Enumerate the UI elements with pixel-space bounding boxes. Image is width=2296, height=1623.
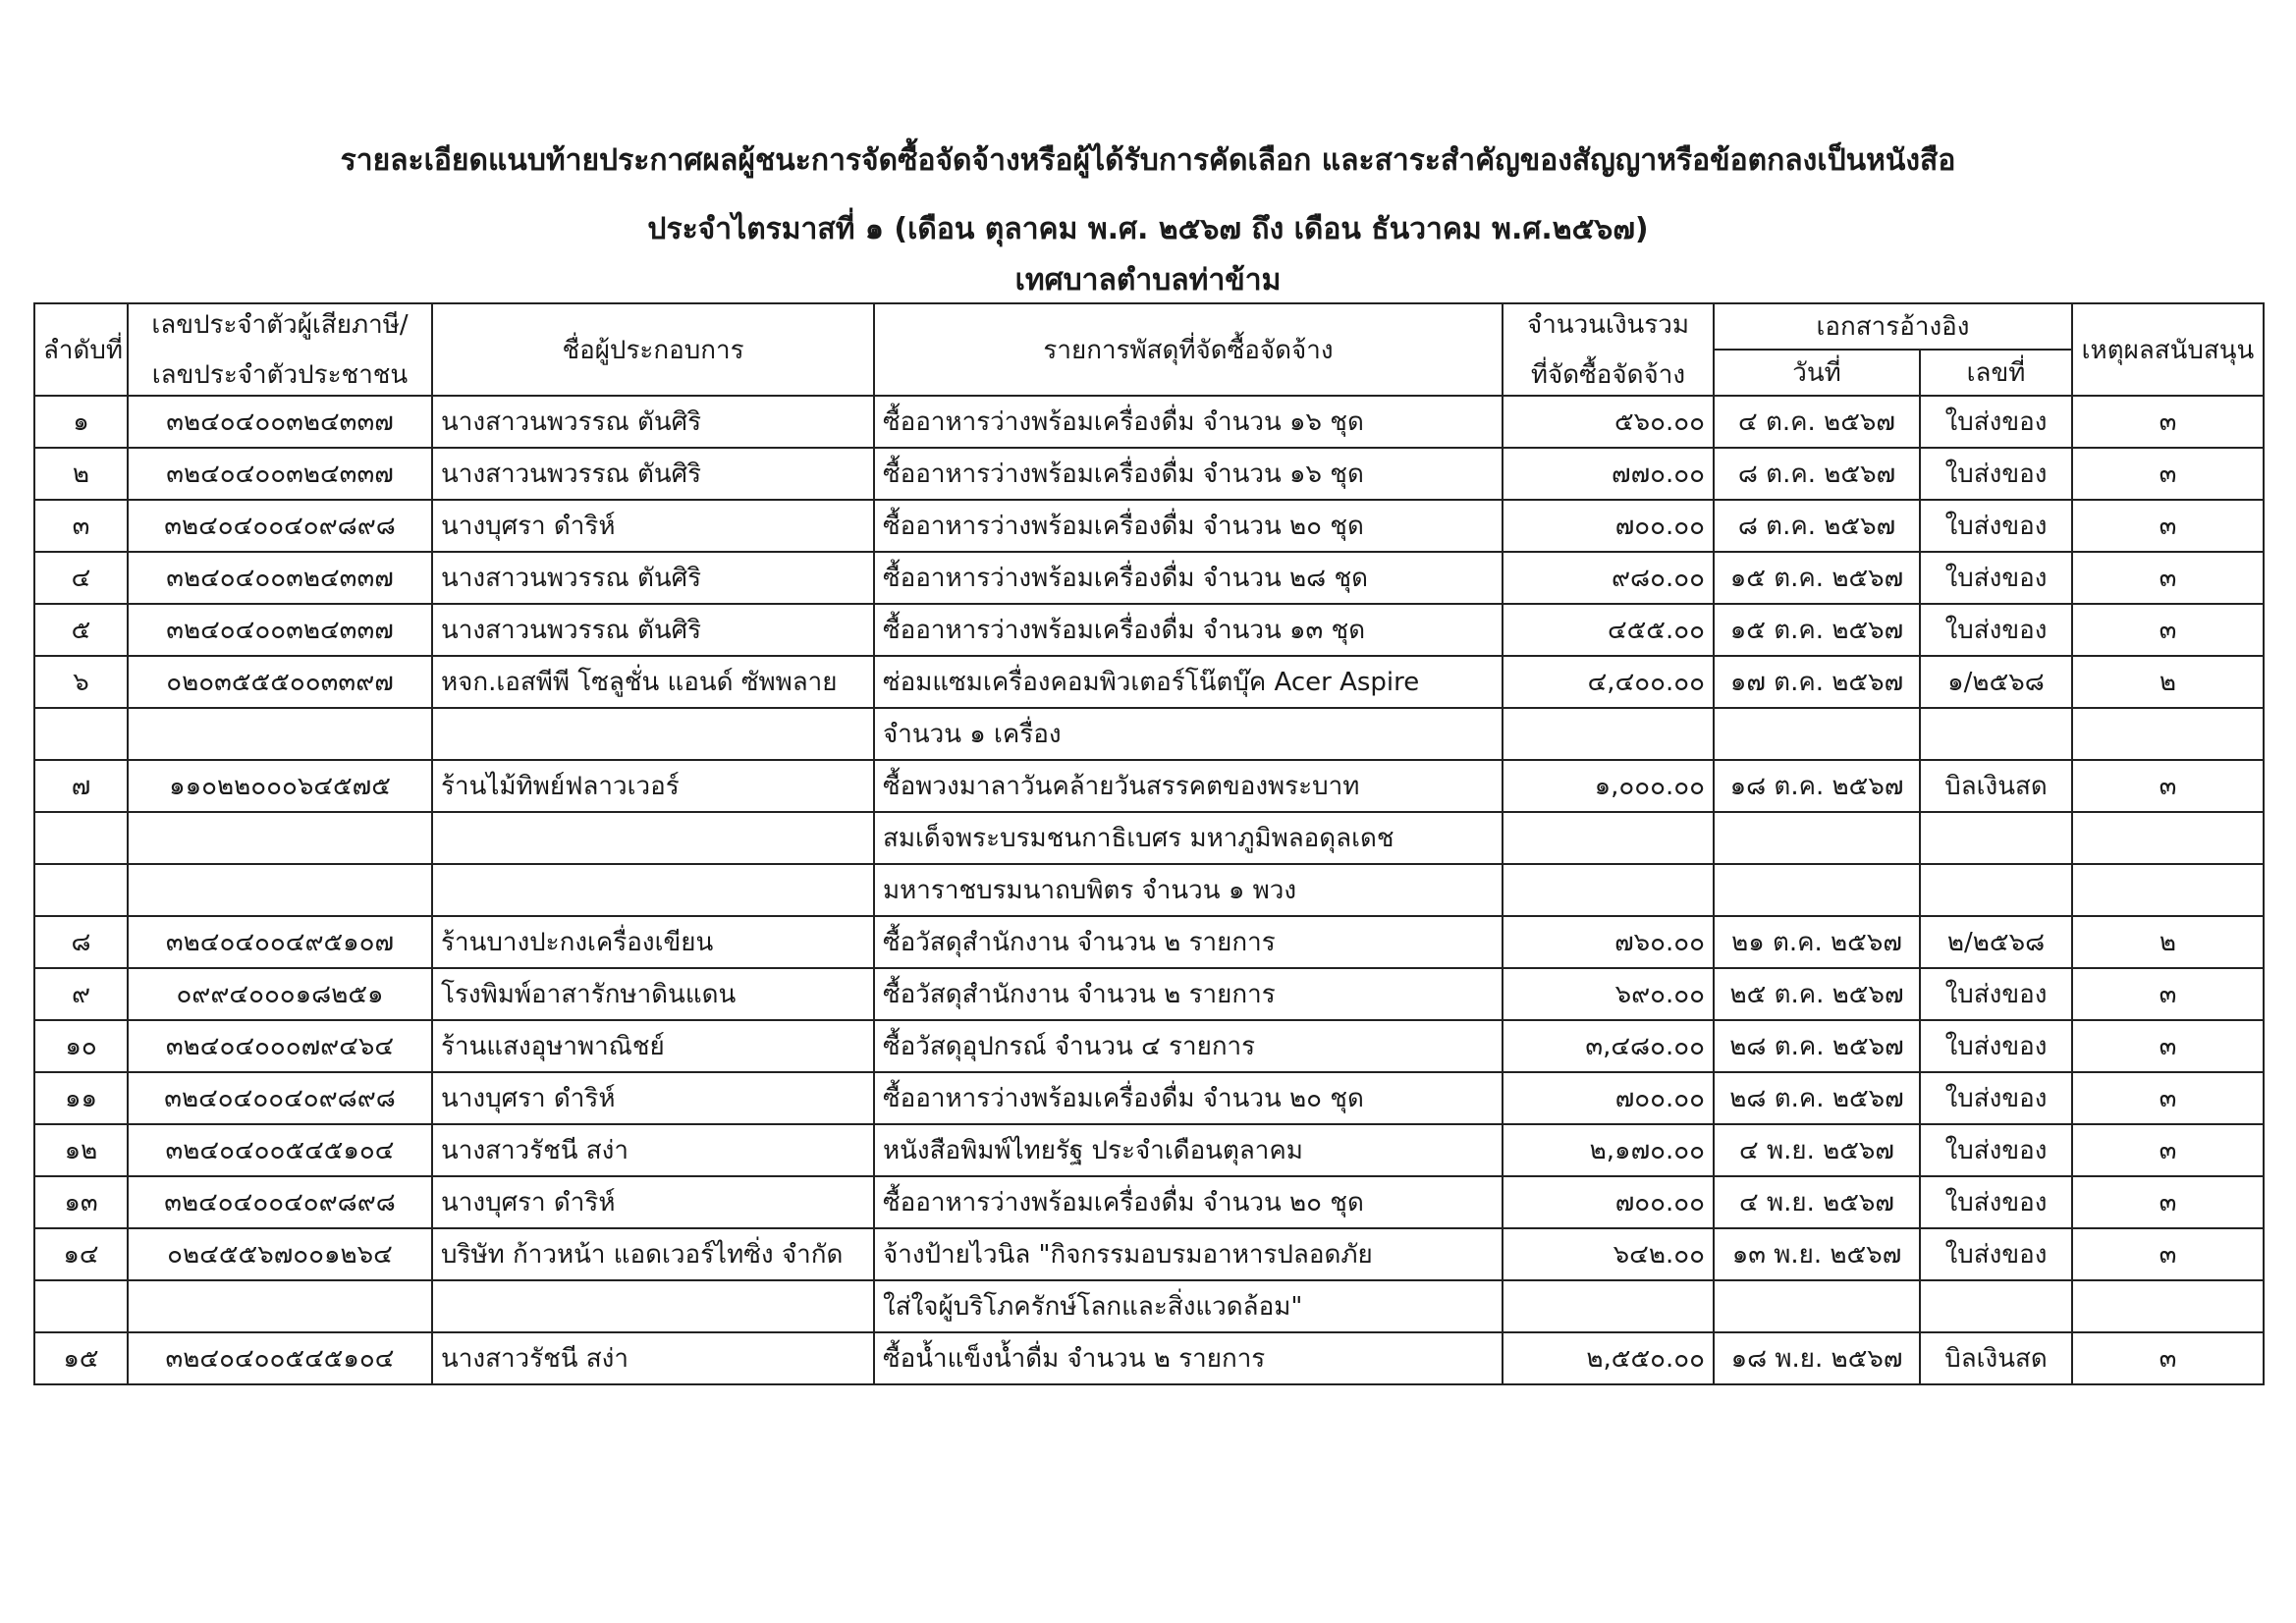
cell-vendor: โรงพิมพ์อาสารักษาดินแดน xyxy=(432,968,874,1020)
col-seq-header: ลำดับที่ xyxy=(34,303,128,396)
cell-vendor: นางบุศรา ดำริห์ xyxy=(432,1176,874,1228)
cell-date: ๑๘ พ.ย. ๒๕๖๗ xyxy=(1714,1332,1920,1384)
cell-taxid xyxy=(128,1280,432,1332)
cell-vendor: นางสาวนพวรรณ ตันศิริ xyxy=(432,604,874,656)
cell-vendor: ร้านแสงอุษาพาณิชย์ xyxy=(432,1020,874,1072)
cell-taxid: ๓๒๔๐๔๐๐๓๒๔๓๓๗ xyxy=(128,448,432,500)
table-row xyxy=(34,448,2264,500)
col-ref-header: เอกสารอ้างอิง xyxy=(1714,303,2072,350)
cell-doc xyxy=(1920,1280,2072,1332)
cell-doc: ใบส่งของ xyxy=(1920,552,2072,604)
cell-taxid: ๑๑๐๒๒๐๐๐๖๔๕๗๕ xyxy=(128,760,432,812)
cell-reason xyxy=(2072,812,2264,864)
table-row xyxy=(34,760,2264,812)
cell-amount: ๗๐๐.๐๐ xyxy=(1503,1072,1714,1124)
cell-amount: ๔,๔๐๐.๐๐ xyxy=(1503,656,1714,708)
cell-date: ๑๓ พ.ย. ๒๕๖๗ xyxy=(1714,1228,1920,1280)
col-amount-header-line2: ที่จัดซื้อจัดจ้าง xyxy=(1530,360,1686,390)
table-row xyxy=(34,916,2264,968)
cell-seq: ๙ xyxy=(34,968,128,1020)
col-taxid-header xyxy=(128,303,432,396)
table-body xyxy=(34,396,2264,1384)
cell-amount xyxy=(1503,1280,1714,1332)
cell-vendor xyxy=(432,812,874,864)
cell-date: ๑๕ ต.ค. ๒๕๖๗ xyxy=(1714,552,1920,604)
cell-reason: ๓ xyxy=(2072,1072,2264,1124)
col-ref-date-header: วันที่ xyxy=(1714,350,1920,396)
cell-taxid: ๓๒๔๐๔๐๐๕๔๕๑๐๔ xyxy=(128,1332,432,1384)
cell-reason: ๓ xyxy=(2072,552,2264,604)
cell-seq: ๔ xyxy=(34,552,128,604)
table-row xyxy=(34,604,2264,656)
cell-amount: ๗๐๐.๐๐ xyxy=(1503,500,1714,552)
cell-date: ๑๗ ต.ค. ๒๕๖๗ xyxy=(1714,656,1920,708)
cell-item: ซื้ออาหารว่างพร้อมเครื่องดื่ม จำนวน ๑๖ ชุด xyxy=(874,448,1503,500)
cell-amount xyxy=(1503,812,1714,864)
cell-seq: ๑ xyxy=(34,396,128,448)
cell-reason: ๓ xyxy=(2072,1124,2264,1176)
cell-reason: ๓ xyxy=(2072,1332,2264,1384)
cell-vendor: นางสาวรัชนี สง่า xyxy=(432,1124,874,1176)
cell-taxid: ๓๒๔๐๔๐๐๓๒๔๓๓๗ xyxy=(128,604,432,656)
cell-item: ซื้ออาหารว่างพร้อมเครื่องดื่ม จำนวน ๑๓ ชุด xyxy=(874,604,1503,656)
cell-item: ซื้ออาหารว่างพร้อมเครื่องดื่ม จำนวน ๑๖ ชุด xyxy=(874,396,1503,448)
procurement-table xyxy=(33,302,2265,1385)
cell-taxid: ๓๒๔๐๔๐๐๔๐๙๘๙๘ xyxy=(128,1072,432,1124)
cell-amount: ๗๐๐.๐๐ xyxy=(1503,1176,1714,1228)
cell-item: หนังสือพิมพ์ไทยรัฐ ประจำเดือนตุลาคม xyxy=(874,1124,1503,1176)
cell-reason xyxy=(2072,708,2264,760)
cell-reason: ๓ xyxy=(2072,1020,2264,1072)
col-vendor-header: ชื่อผู้ประกอบการ xyxy=(432,303,874,396)
table-row xyxy=(34,708,2264,760)
cell-date: ๒๑ ต.ค. ๒๕๖๗ xyxy=(1714,916,1920,968)
cell-doc xyxy=(1920,812,2072,864)
col-items-header: รายการพัสดุที่จัดซื้อจัดจ้าง xyxy=(874,303,1503,396)
cell-doc: บิลเงินสด xyxy=(1920,760,2072,812)
cell-reason xyxy=(2072,1280,2264,1332)
cell-date: ๑๘ ต.ค. ๒๕๖๗ xyxy=(1714,760,1920,812)
cell-reason: ๓ xyxy=(2072,968,2264,1020)
cell-doc: ใบส่งของ xyxy=(1920,500,2072,552)
col-taxid-header-line2: เลขประจำตัวประชาชน xyxy=(151,360,409,390)
cell-seq xyxy=(34,812,128,864)
cell-taxid: ๐๒๔๕๕๖๗๐๐๑๒๖๔ xyxy=(128,1228,432,1280)
document-period: ประจำไตรมาสที่ ๑ (เดือน ตุลาคม พ.ศ. ๒๕๖๗ ถึง เดือน ธันวาคม พ.ศ.๒๕๖๗) xyxy=(647,212,1649,246)
cell-taxid: ๓๒๔๐๔๐๐๔๐๙๘๙๘ xyxy=(128,500,432,552)
cell-vendor: นางบุศรา ดำริห์ xyxy=(432,500,874,552)
cell-seq: ๑๓ xyxy=(34,1176,128,1228)
cell-taxid: ๐๙๙๔๐๐๐๑๘๒๕๑ xyxy=(128,968,432,1020)
cell-doc: ใบส่งของ xyxy=(1920,604,2072,656)
cell-item: จำนวน ๑ เครื่อง xyxy=(874,708,1503,760)
cell-date: ๑๕ ต.ค. ๒๕๖๗ xyxy=(1714,604,1920,656)
cell-item: ซื้ออาหารว่างพร้อมเครื่องดื่ม จำนวน ๒๘ ชุด xyxy=(874,552,1503,604)
cell-seq xyxy=(34,708,128,760)
cell-date xyxy=(1714,1280,1920,1332)
table-row xyxy=(34,396,2264,448)
table-row xyxy=(34,1072,2264,1124)
cell-vendor: ร้านไม้ทิพย์ฟลาวเวอร์ xyxy=(432,760,874,812)
cell-item: สมเด็จพระบรมชนกาธิเบศร มหาภูมิพลอดุลเดช xyxy=(874,812,1503,864)
cell-doc: ใบส่งของ xyxy=(1920,1176,2072,1228)
cell-vendor: นางสาวนพวรรณ ตันศิริ xyxy=(432,396,874,448)
table-row xyxy=(34,812,2264,864)
cell-taxid: ๓๒๔๐๔๐๐๔๙๕๑๐๗ xyxy=(128,916,432,968)
cell-vendor xyxy=(432,708,874,760)
cell-reason: ๓ xyxy=(2072,604,2264,656)
cell-vendor: นางสาวนพวรรณ ตันศิริ xyxy=(432,552,874,604)
cell-amount: ๓,๔๘๐.๐๐ xyxy=(1503,1020,1714,1072)
cell-taxid: ๓๒๔๐๔๐๐๐๗๙๔๖๔ xyxy=(128,1020,432,1072)
cell-doc xyxy=(1920,864,2072,916)
cell-doc: ๑/๒๕๖๘ xyxy=(1920,656,2072,708)
cell-doc: บิลเงินสด xyxy=(1920,1332,2072,1384)
cell-reason: ๓ xyxy=(2072,760,2264,812)
cell-item: ซื้อวัสดุอุปกรณ์ จำนวน ๔ รายการ xyxy=(874,1020,1503,1072)
cell-item: ซื้ออาหารว่างพร้อมเครื่องดื่ม จำนวน ๒๐ ชุด xyxy=(874,500,1503,552)
cell-item: ซื้ออาหารว่างพร้อมเครื่องดื่ม จำนวน ๒๐ ชุด xyxy=(874,1072,1503,1124)
col-taxid-header-line1: เลขประจำตัวผู้เสียภาษี/ xyxy=(151,310,409,340)
cell-reason: ๓ xyxy=(2072,1228,2264,1280)
cell-taxid: ๐๒๐๓๕๕๕๐๐๓๓๙๗ xyxy=(128,656,432,708)
cell-date: ๔ ต.ค. ๒๕๖๗ xyxy=(1714,396,1920,448)
table-row xyxy=(34,1280,2264,1332)
cell-vendor: นางสาวนพวรรณ ตันศิริ xyxy=(432,448,874,500)
cell-seq: ๘ xyxy=(34,916,128,968)
cell-reason: ๓ xyxy=(2072,396,2264,448)
cell-taxid: ๓๒๔๐๔๐๐๓๒๔๓๓๗ xyxy=(128,396,432,448)
cell-reason xyxy=(2072,864,2264,916)
cell-seq: ๑๕ xyxy=(34,1332,128,1384)
table-row xyxy=(34,968,2264,1020)
table-row xyxy=(34,1332,2264,1384)
cell-seq: ๒ xyxy=(34,448,128,500)
cell-taxid: ๓๒๔๐๔๐๐๓๒๔๓๓๗ xyxy=(128,552,432,604)
cell-reason: ๓ xyxy=(2072,448,2264,500)
cell-doc: ใบส่งของ xyxy=(1920,396,2072,448)
cell-date: ๘ ต.ค. ๒๕๖๗ xyxy=(1714,500,1920,552)
cell-item: ซื้อวัสดุสำนักงาน จำนวน ๒ รายการ xyxy=(874,968,1503,1020)
cell-taxid xyxy=(128,708,432,760)
cell-reason: ๓ xyxy=(2072,1176,2264,1228)
cell-seq xyxy=(34,1280,128,1332)
table-row xyxy=(34,552,2264,604)
table-row xyxy=(34,500,2264,552)
cell-seq xyxy=(34,864,128,916)
col-amount-header-line1: จำนวนเงินรวม xyxy=(1526,310,1690,340)
document-agency: เทศบาลตำบลท่าข้าม xyxy=(1014,263,1282,298)
cell-vendor: นางบุศรา ดำริห์ xyxy=(432,1072,874,1124)
cell-doc: ใบส่งของ xyxy=(1920,1020,2072,1072)
cell-date: ๒๕ ต.ค. ๒๕๖๗ xyxy=(1714,968,1920,1020)
cell-item: ซื้อพวงมาลาวันคล้ายวันสรรคตของพระบาท xyxy=(874,760,1503,812)
cell-item: มหาราชบรมนาถบพิตร จำนวน ๑ พวง xyxy=(874,864,1503,916)
cell-amount: ๕๖๐.๐๐ xyxy=(1503,396,1714,448)
cell-vendor: ร้านบางปะกงเครื่องเขียน xyxy=(432,916,874,968)
cell-taxid xyxy=(128,812,432,864)
table-row xyxy=(34,1228,2264,1280)
cell-item: ซื้อน้ำแข็งน้ำดื่ม จำนวน ๒ รายการ xyxy=(874,1332,1503,1384)
cell-doc: ใบส่งของ xyxy=(1920,1072,2072,1124)
cell-vendor: นางสาวรัชนี สง่า xyxy=(432,1332,874,1384)
cell-item: ซื้อวัสดุสำนักงาน จำนวน ๒ รายการ xyxy=(874,916,1503,968)
cell-amount: ๒,๕๕๐.๐๐ xyxy=(1503,1332,1714,1384)
table-row xyxy=(34,656,2264,708)
cell-amount: ๗๖๐.๐๐ xyxy=(1503,916,1714,968)
cell-amount: ๒,๑๗๐.๐๐ xyxy=(1503,1124,1714,1176)
cell-reason: ๒ xyxy=(2072,656,2264,708)
cell-date xyxy=(1714,812,1920,864)
cell-taxid: ๓๒๔๐๔๐๐๕๔๕๑๐๔ xyxy=(128,1124,432,1176)
cell-item: ซื้ออาหารว่างพร้อมเครื่องดื่ม จำนวน ๒๐ ชุด xyxy=(874,1176,1503,1228)
cell-item: จ้างป้ายไวนิล "กิจกรรมอบรมอาหารปลอดภัย xyxy=(874,1228,1503,1280)
cell-item: ซ่อมแซมเครื่องคอมพิวเตอร์โน๊ตบุ๊ค Acer Aspire xyxy=(874,656,1503,708)
cell-amount: ๖๙๐.๐๐ xyxy=(1503,968,1714,1020)
cell-doc: ใบส่งของ xyxy=(1920,1124,2072,1176)
table-row xyxy=(34,1176,2264,1228)
col-amount-header xyxy=(1503,303,1714,396)
table-row xyxy=(34,864,2264,916)
cell-vendor: หจก.เอสพีพี โซลูชั่น แอนด์ ซัพพลาย xyxy=(432,656,874,708)
cell-amount xyxy=(1503,864,1714,916)
cell-seq: ๑๒ xyxy=(34,1124,128,1176)
col-reason-header: เหตุผลสนับสนุน xyxy=(2072,303,2264,396)
cell-seq: ๕ xyxy=(34,604,128,656)
cell-vendor: บริษัท ก้าวหน้า แอดเวอร์ไทซิ่ง จำกัด xyxy=(432,1228,874,1280)
cell-reason: ๒ xyxy=(2072,916,2264,968)
cell-amount: ๑,๐๐๐.๐๐ xyxy=(1503,760,1714,812)
cell-vendor xyxy=(432,1280,874,1332)
table-row xyxy=(34,1124,2264,1176)
cell-date: ๒๘ ต.ค. ๒๕๖๗ xyxy=(1714,1072,1920,1124)
cell-amount: ๔๕๕.๐๐ xyxy=(1503,604,1714,656)
cell-seq: ๖ xyxy=(34,656,128,708)
cell-reason: ๓ xyxy=(2072,500,2264,552)
cell-taxid: ๓๒๔๐๔๐๐๔๐๙๘๙๘ xyxy=(128,1176,432,1228)
cell-seq: ๗ xyxy=(34,760,128,812)
cell-taxid xyxy=(128,864,432,916)
table-row xyxy=(34,1020,2264,1072)
cell-date: ๔ พ.ย. ๒๕๖๗ xyxy=(1714,1124,1920,1176)
cell-seq: ๑๐ xyxy=(34,1020,128,1072)
cell-doc: ๒/๒๕๖๘ xyxy=(1920,916,2072,968)
cell-doc: ใบส่งของ xyxy=(1920,448,2072,500)
cell-date xyxy=(1714,864,1920,916)
cell-doc xyxy=(1920,708,2072,760)
cell-date: ๒๘ ต.ค. ๒๕๖๗ xyxy=(1714,1020,1920,1072)
cell-date xyxy=(1714,708,1920,760)
cell-date: ๘ ต.ค. ๒๕๖๗ xyxy=(1714,448,1920,500)
col-ref-no-header: เลขที่ xyxy=(1920,350,2072,396)
cell-vendor xyxy=(432,864,874,916)
cell-date: ๔ พ.ย. ๒๕๖๗ xyxy=(1714,1176,1920,1228)
cell-seq: ๓ xyxy=(34,500,128,552)
cell-seq: ๑๑ xyxy=(34,1072,128,1124)
cell-seq: ๑๔ xyxy=(34,1228,128,1280)
cell-amount: ๗๗๐.๐๐ xyxy=(1503,448,1714,500)
cell-amount: ๖๔๒.๐๐ xyxy=(1503,1228,1714,1280)
document-title: รายละเอียดแนบท้ายประกาศผลผู้ชนะการจัดซื้อจัดจ้างหรือผู้ได้รับการคัดเลือก และสาระสำคัญของสัญญาหรือข้อตกลงเป็นหนังสือ xyxy=(340,143,1956,178)
cell-amount xyxy=(1503,708,1714,760)
cell-doc: ใบส่งของ xyxy=(1920,1228,2072,1280)
cell-item: ใส่ใจผู้บริโภครักษ์โลกและสิ่งแวดล้อม" xyxy=(874,1280,1503,1332)
cell-doc: ใบส่งของ xyxy=(1920,968,2072,1020)
cell-amount: ๙๘๐.๐๐ xyxy=(1503,552,1714,604)
